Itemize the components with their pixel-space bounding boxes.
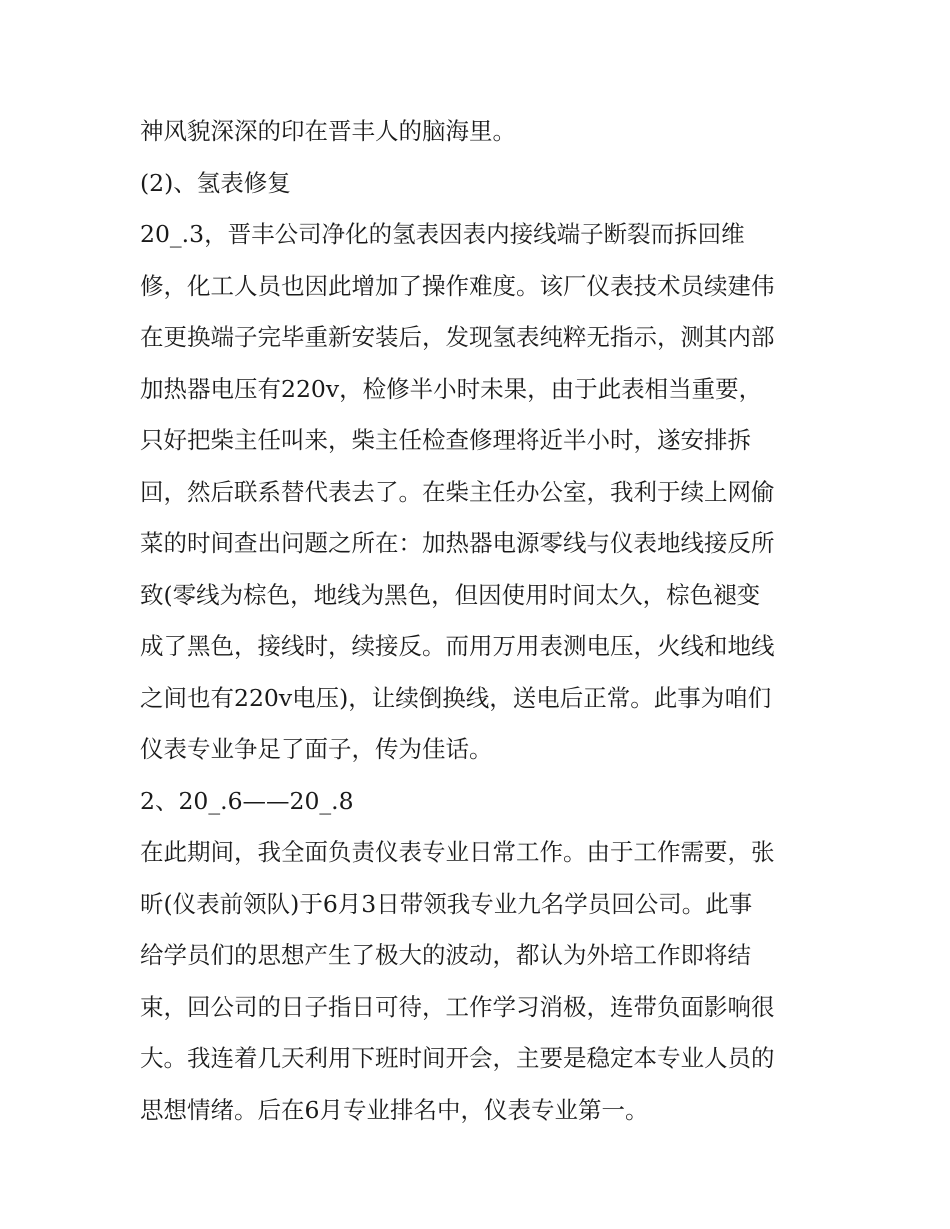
text-line: 之间也有220v电压)，让续倒换线，送电后正常。此事为咱们 xyxy=(140,683,772,712)
text-line: 只好把柴主任叫来，柴主任检查修理将近半小时，遂安排拆 xyxy=(140,426,751,454)
section-heading: 2、20_.6——20_.8 xyxy=(140,786,354,815)
text-line: 仪表专业争足了面子，传为佳话。 xyxy=(140,735,493,763)
text-line: 加热器电压有220v，检修半小时未果，由于此表相当重要， xyxy=(140,374,763,403)
text-line: 给学员们的思想产生了极大的波动，都认为外培工作即将结 xyxy=(140,941,751,969)
text-line: 修，化工人员也因此增加了操作难度。该厂仪表技术员续建伟 xyxy=(140,271,775,300)
text-line: 神风貌深深的印在晋丰人的脑海里。 xyxy=(140,117,516,145)
text-line: 在更换端子完毕重新安装后，发现氢表纯粹无指示，测其内部 xyxy=(140,323,775,351)
text-line: 在此期间，我全面负责仪表专业日常工作。由于工作需要，张 xyxy=(140,838,775,866)
section-heading: (2)、氢表修复 xyxy=(140,168,291,197)
text-line: 20_.3，晋丰公司净化的氢表因表内接线端子断裂而拆回维 xyxy=(140,220,745,248)
text-line: 大。我连着几天利用下班时间开会，主要是稳定本专业人员的 xyxy=(140,1044,775,1072)
text-line: 束，回公司的日子指日可待，工作学习消极，连带负面影响很 xyxy=(140,992,775,1021)
text-line: 昕(仪表前领队)于6月3日带领我专业九名学员回公司。此事 xyxy=(140,889,753,918)
text-line: 菜的时间查出问题之所在：加热器电源零线与仪表地线接反所 xyxy=(140,529,775,557)
text-line: 思想情绪。后在6月专业排名中，仪表专业第一。 xyxy=(140,1095,649,1124)
document-body xyxy=(140,106,820,1136)
text-line: 致(零线为棕色，地线为黑色，但因使用时间太久，棕色褪变 xyxy=(140,580,761,609)
text-line: 回，然后联系替代表去了。在柴主任办公室，我利于续上网偷 xyxy=(140,477,775,506)
text-line: 成了黑色，接线时，续接反。而用万用表测电压，火线和地线 xyxy=(140,632,775,660)
